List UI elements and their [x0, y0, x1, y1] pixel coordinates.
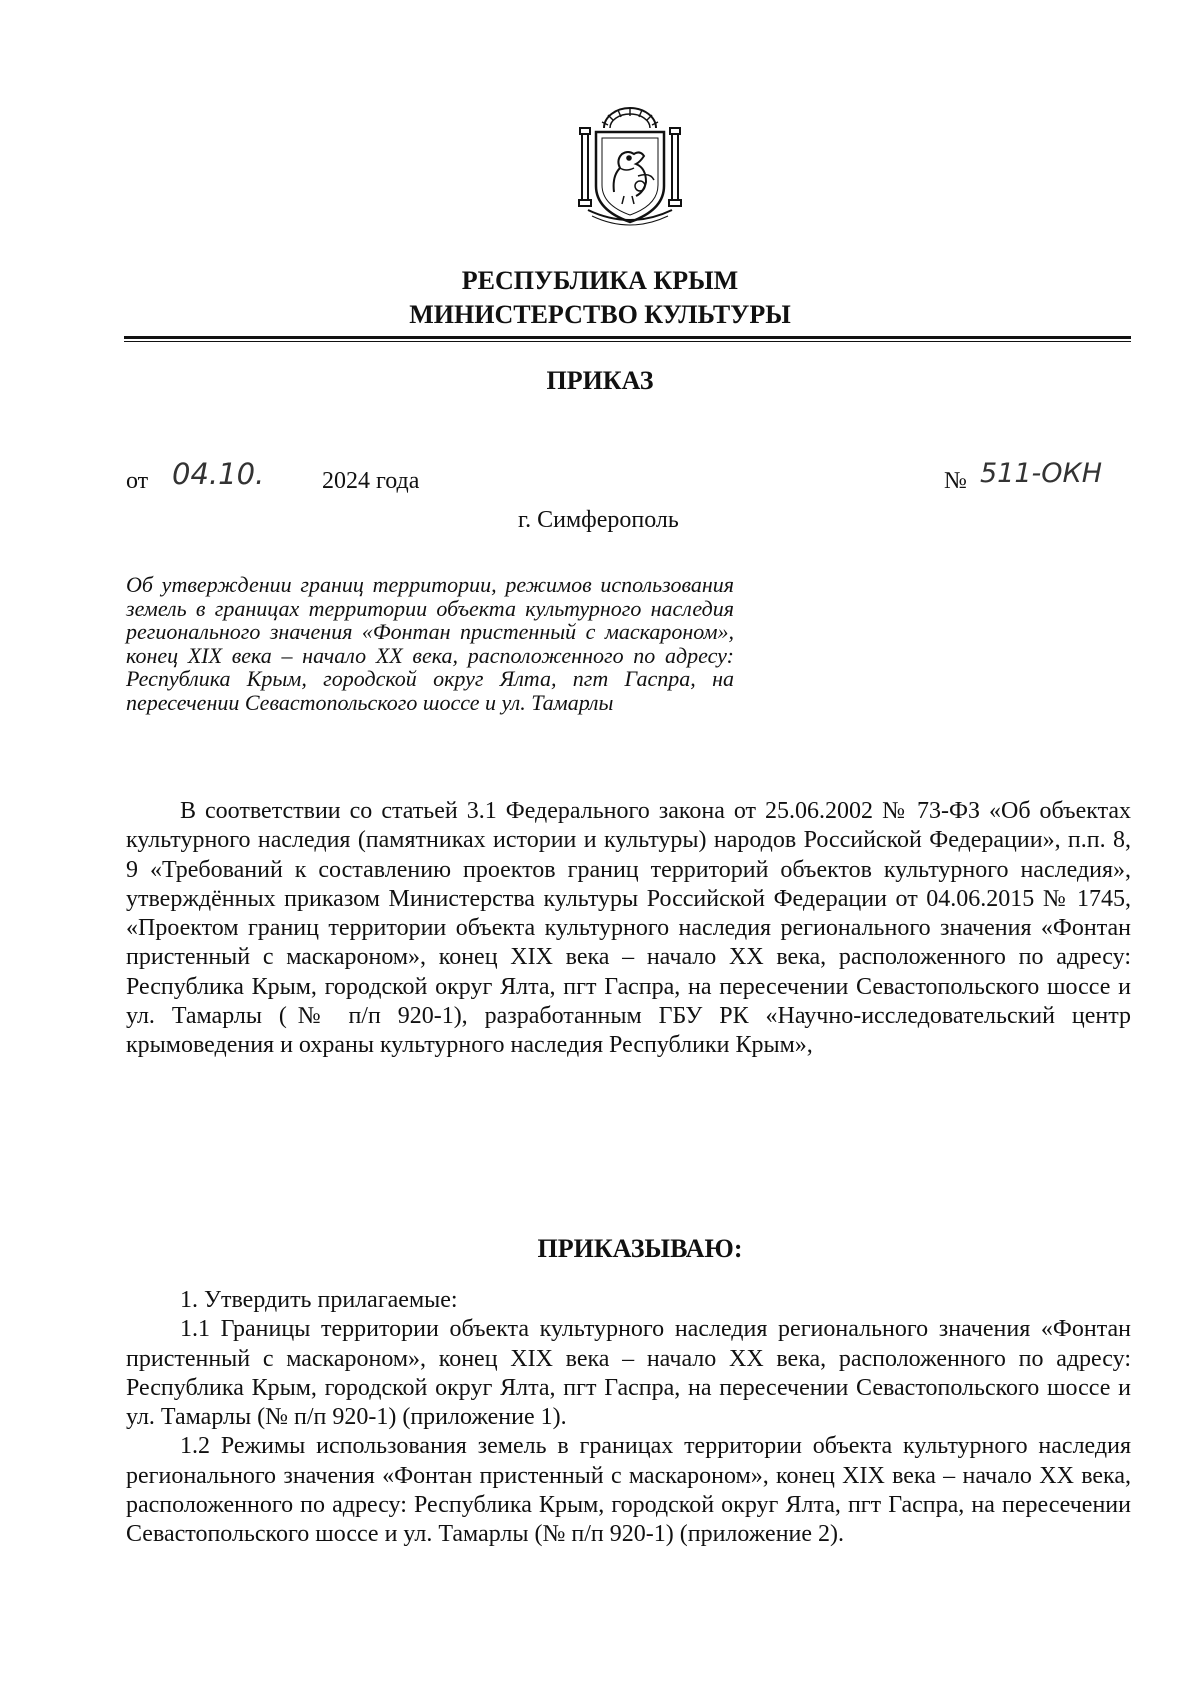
preamble-paragraph: В соответствии со статьей 3.1 Федерального закона от 25.06.2002 № 73-ФЗ «Об объектах культурного наследия (памятниках истории и культуры) народов Российской Федерации», п.п. 8, 9 «Требований к составлению проектов границ территорий объектов культурного наследия», утверждённых приказом Министерства культуры Российской Федерации от 04.06.2015 № 1745, «Проектом границ территории объекта культурного наследия регионального значения «Фонтан пристенный с маскароном», конец XIX века – начало XX века, расположенного по адресу: Республика Крым, городской округ Ялта, пгт Гаспра, на пересечении Севастопольского шоссе и ул. Тамарлы (№ п/п 920-1), разработанным ГБУ РК «Научно-исследовательский центр крымоведения и охраны культурного наследия Республики Крым», — [126, 798, 1131, 1059]
org-name-line2: МИНИСТЕРСТВО КУЛЬТУРЫ — [409, 300, 791, 329]
doc-type-title: ПРИКАЗ — [546, 366, 654, 395]
header-rule-thick — [124, 336, 1131, 339]
org-name-line1: РЕСПУБЛИКА КРЫМ — [461, 266, 739, 295]
handwritten-number: 511-ОКН — [980, 458, 1103, 489]
preamble-block — [126, 797, 1131, 1061]
date-year: 2024 года — [322, 468, 420, 494]
handwritten-date: 04.10. — [172, 457, 265, 491]
date-prefix: от — [126, 468, 149, 494]
number-prefix: № — [944, 468, 967, 494]
order-item-1-1: 1.1 Границы территории объекта культурного наследия регионального значения «Фонтан пристенный с маскароном», конец XIX века – начало XX века, расположенного по адресу: Республика Крым, городской округ Ялта, пгт Гаспра, на пересечении Севастопольского шоссе и ул. Тамарлы (№ п/п 920-1) (приложение 1). — [126, 1316, 1131, 1431]
order-items — [126, 1286, 1131, 1550]
header-rule-thin — [124, 341, 1131, 342]
coat-of-arms-icon — [574, 106, 686, 228]
order-item-1-2: 1.2 Режимы использования земель в границах территории объекта культурного наследия регионального значения «Фонтан пристенный с маскароном», конец XIX века – начало XX века, расположенного по адресу: Республика Крым, городской округ Ялта, пгт Гаспра, на пересечении Севастопольского шоссе и ул. Тамарлы (№ п/п 920-1) (приложение 2). — [126, 1433, 1131, 1548]
city: г. Симферополь — [518, 507, 679, 533]
order-subject: Об утверждении границ территории, режимов использования земель в границах территории объекта культурного наследия регионального значения «Фонтан пристенный с маскароном», конец XIX века – начало XX века, расположенного по адресу: Республика Крым, городской округ Ялта, пгт Гаспра, на пересечении Севастопольского шоссе и ул. Тамарлы — [126, 572, 734, 715]
order-heading: ПРИКАЗЫВАЮ: — [537, 1234, 743, 1263]
order-item-1: 1. Утвердить прилагаемые: — [180, 1287, 458, 1313]
